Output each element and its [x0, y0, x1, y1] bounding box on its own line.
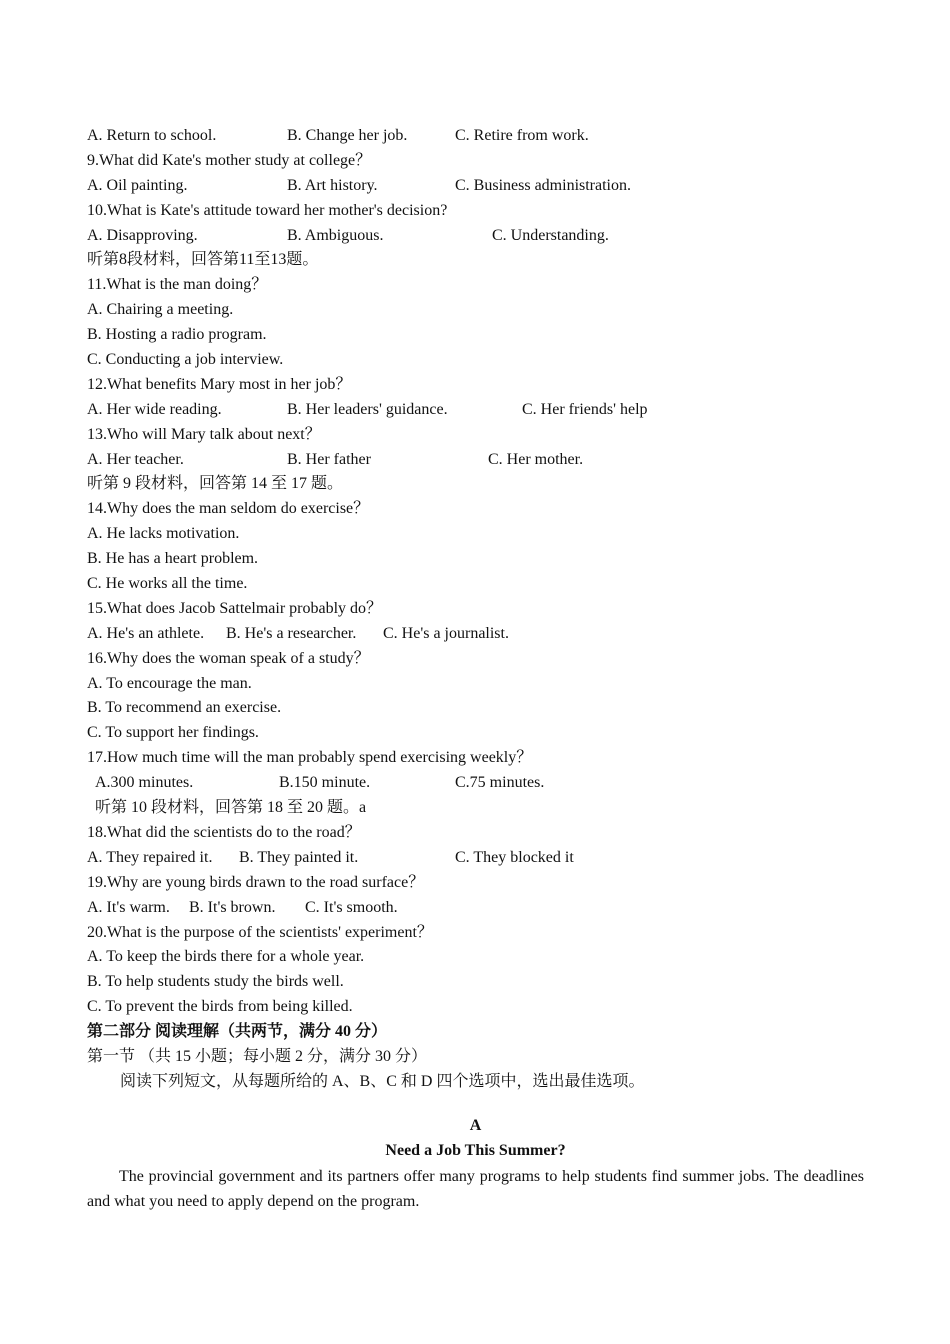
q13-question: 13.Who will Mary talk about next？ [87, 425, 321, 443]
q16-option-b: B. To recommend an exercise. [87, 699, 282, 717]
q10-option-c: C. Understanding. [492, 226, 609, 244]
q8-option-c: C. Retire from work. [455, 127, 589, 144]
q8-option-a: A. Return to school. [87, 127, 217, 144]
q15-option-c: C. He's a journalist. [383, 624, 509, 642]
section-10-heading: 听第 10 段材料，回答第 18 至 20 题。a [95, 799, 367, 817]
q8-option-b: B. Change her job. [287, 127, 408, 144]
q12-question: 12.What benefits Mary most in her job？ [87, 375, 352, 393]
q18-question: 18.What did the scientists do to the road？ [87, 823, 361, 841]
q12-option-a: A. Her wide reading. [87, 400, 222, 418]
q17-option-a: A.300 minutes. [95, 774, 194, 792]
q11-question: 11.What is the man doing？ [87, 276, 268, 294]
q10-options [87, 224, 864, 249]
q19-options [87, 896, 864, 921]
q19-option-b: B. It's brown. [189, 898, 276, 916]
q10-option-a: A. Disapproving. [87, 226, 198, 244]
q11-option-a: A. Chairing a meeting. [87, 301, 234, 319]
q12-options [87, 398, 864, 423]
q17-option-b: B.150 minute. [279, 774, 371, 792]
q9-option-c: C. Business administration. [455, 176, 631, 194]
q16-option-a: A. To encourage the man. [87, 674, 252, 692]
passage-title: Need a Job This Summer? [385, 1141, 566, 1159]
q15-option-b: B. He's a researcher. [226, 624, 357, 642]
q9-question: 9.What did Kate's mother study at college？ [87, 151, 372, 169]
q11-option-c: C. Conducting a job interview. [87, 351, 284, 369]
q10-option-b: B. Ambiguous. [287, 226, 384, 244]
q14-option-b: B. He has a heart problem. [87, 550, 259, 568]
q8-options [87, 124, 864, 149]
part-2-section-1: 第一节 （共 15 小题；每小题 2 分，满分 30 分） [87, 1047, 428, 1065]
q9-option-b: B. Art history. [287, 176, 378, 194]
q16-option-c: C. To support her findings. [87, 724, 259, 742]
q10-question: 10.What is Kate's attitude toward her mother's decision? [87, 201, 448, 219]
q15-question: 15.What does Jacob Sattelmair probably do？ [87, 599, 383, 617]
q18-option-b: B. They painted it. [239, 848, 359, 866]
passage-paragraph: The provincial government and its partners offer many programs to help students find summer jobs. The deadlines and what you need to apply depend on the program. [87, 1167, 864, 1210]
q11-option-b: B. Hosting a radio program. [87, 326, 267, 344]
q12-option-c: C. Her friends' help [522, 400, 648, 418]
part-2-instruction: 阅读下列短文，从每题所给的 A、B、C 和 D 四个选项中，选出最佳选项。 [120, 1072, 645, 1090]
q14-question: 14.Why does the man seldom do exercise？ [87, 500, 370, 518]
part-2-title: 第二部分 阅读理解（共两节，满分 40 分） [87, 1023, 388, 1041]
q19-question: 19.Why are young birds drawn to the road surface？ [87, 873, 425, 891]
q20-option-c: C. To prevent the birds from being killed. [87, 998, 353, 1016]
q18-option-c: C. They blocked it [455, 848, 574, 866]
q9-option-a: A. Oil painting. [87, 176, 188, 194]
q17-options [87, 771, 864, 796]
q20-question: 20.What is the purpose of the scientists' experiment？ [87, 923, 433, 941]
q15-options [87, 622, 864, 647]
spacer [87, 1095, 864, 1114]
q16-question: 16.Why does the woman speak of a study？ [87, 649, 370, 667]
q19-option-c: C. It's smooth. [305, 898, 398, 916]
q17-question: 17.How much time will the man probably spend exercising weekly？ [87, 749, 533, 767]
q15-option-a: A. He's an athlete. [87, 624, 205, 642]
q18-options [87, 846, 864, 871]
q14-option-a: A. He lacks motivation. [87, 525, 240, 543]
q13-option-c: C. Her mother. [488, 450, 584, 468]
q14-option-c: C. He works all the time. [87, 575, 248, 593]
exam-content [87, 124, 864, 1214]
q13-options [87, 448, 864, 473]
q18-option-a: A. They repaired it. [87, 848, 213, 866]
q13-option-b: B. Her father [287, 450, 371, 468]
q9-options [87, 174, 864, 199]
section-8-heading: 听第8段材料，回答第11至13题。 [87, 251, 319, 269]
q19-option-a: A. It's warm. [87, 898, 170, 916]
section-9-heading: 听第 9 段材料，回答第 14 至 17 题。 [87, 475, 344, 493]
passage-label: A [469, 1116, 482, 1134]
q12-option-b: B. Her leaders' guidance. [287, 400, 448, 418]
q17-option-c: C.75 minutes. [455, 774, 545, 792]
q20-option-a: A. To keep the birds there for a whole year. [87, 948, 365, 966]
q13-option-a: A. Her teacher. [87, 450, 184, 468]
q20-option-b: B. To help students study the birds well. [87, 973, 344, 991]
